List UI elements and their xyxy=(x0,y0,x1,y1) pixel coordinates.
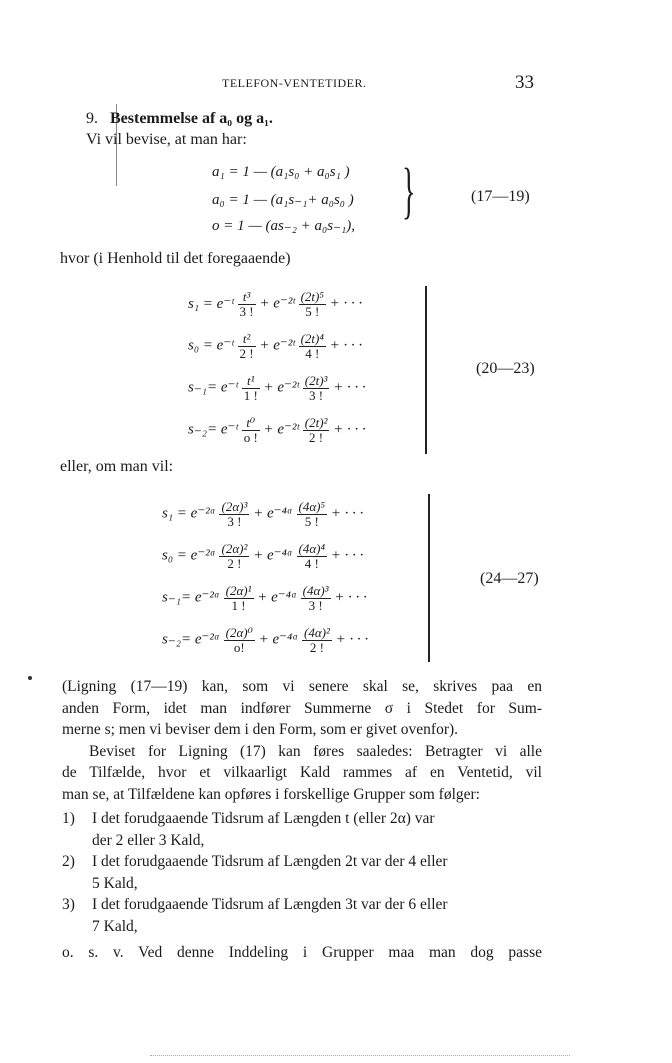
bottom-rule xyxy=(150,1055,570,1056)
equation-number-17-19: (17—19) xyxy=(471,188,530,205)
eq22-frac1: $\frac{\text{t¹}}{1 !}$ xyxy=(243,373,258,403)
list-marker: 1) xyxy=(62,810,75,827)
eq22-mid: + e⁻²ᵗ xyxy=(263,379,299,396)
eq24-frac2: $\frac{\text{(4α)⁵}}{5 !}$ xyxy=(298,499,326,529)
margin-mark xyxy=(28,676,32,680)
eq25-mid: + e⁻⁴ᵅ xyxy=(253,547,293,564)
eq22-frac2: $\frac{\text{(2t)³}}{3 !}$ xyxy=(304,373,328,403)
eq26-lhs: s₋₁= e⁻²ᵅ xyxy=(162,589,220,606)
bracket-20-23 xyxy=(425,286,427,454)
equation-26 xyxy=(162,584,367,612)
eq20-lhs: s₁ = e⁻ᵗ xyxy=(188,295,234,312)
eq23-frac1: $\frac{\text{t⁰}}{o !}$ xyxy=(243,415,258,445)
eq22-lhs: s₋₁= e⁻ᵗ xyxy=(188,379,238,396)
body-line: anden Form, idet man indfører Summerne σ i Stedet for Sum- xyxy=(62,699,542,717)
text-eller: eller, om man vil: xyxy=(60,458,174,475)
list-item xyxy=(62,808,542,851)
intro-line: Vi vil bevise, at man har: xyxy=(86,131,247,148)
eq20-frac2: $\frac{\text{(2t)⁵}}{5 !}$ xyxy=(300,289,324,319)
brace-17-19: } xyxy=(402,157,416,225)
bracket-24-27 xyxy=(428,494,430,662)
eq22-tail: + · · · xyxy=(333,379,366,396)
list-marker: 3) xyxy=(62,896,75,913)
equation-17: a₁ = 1 — (a₁s₀ + a₀s₁ ) xyxy=(212,164,350,180)
eq26-frac2: $\frac{\text{(4α)³}}{3 !}$ xyxy=(302,583,329,613)
eq21-lhs: s₀ = e⁻ᵗ xyxy=(188,337,234,354)
eq23-lhs: s₋₂= e⁻ᵗ xyxy=(188,421,238,438)
paragraph-1 xyxy=(62,676,542,805)
equation-24 xyxy=(162,500,363,528)
equation-19: o = 1 — (as₋₂ + a₀s₋₁), xyxy=(212,218,355,234)
eq24-mid: + e⁻⁴ᵅ xyxy=(253,505,293,522)
list-line2: 5 Kald, xyxy=(92,874,138,892)
eq26-frac1: $\frac{\text{(2α)¹}}{1 !}$ xyxy=(225,583,252,613)
list-line1: I det forudgaaende Tidsrum af Længden 3t var der 6 eller xyxy=(92,896,448,913)
body-line: Beviset for Ligning (17) kan føres saaledes: Betragter vi alle xyxy=(89,742,542,760)
list-line2: der 2 eller 3 Kald, xyxy=(92,831,205,849)
section-heading xyxy=(86,110,273,128)
list-line2: 7 Kald, xyxy=(92,917,138,935)
body-line: de Tilfælde, hvor et vilkaarligt Kald rammes af en Ventetid, vil xyxy=(62,764,542,781)
eq21-frac2: $\frac{\text{(2t)⁴}}{4 !}$ xyxy=(300,331,324,361)
eq21-tail: + · · · xyxy=(329,337,363,354)
eq26-tail: + · · · xyxy=(334,589,367,606)
list-line1: I det forudgaaende Tidsrum af Længden 2t var der 4 eller xyxy=(92,853,448,870)
equation-number-20-23: (20—23) xyxy=(476,360,535,377)
eq25-lhs: s₀ = e⁻²ᵅ xyxy=(162,547,216,564)
page-number: 33 xyxy=(515,72,534,93)
section-title: Bestemmelse af a₀ og a₁. xyxy=(110,110,273,127)
eq20-frac1: $\frac{\text{t³}}{3 !}$ xyxy=(239,289,254,319)
equation-number-24-27: (24—27) xyxy=(480,570,539,587)
body-line: merne s; men vi beviser dem i den Form, som er givet ovenfor). xyxy=(62,721,459,738)
eq24-tail: + · · · xyxy=(330,505,364,522)
eq20-tail: + · · · xyxy=(329,295,363,312)
list-item xyxy=(62,851,542,894)
eq21-frac1: $\frac{\text{t²}}{2 !}$ xyxy=(239,331,254,361)
eq24-lhs: s₁ = e⁻²ᵅ xyxy=(162,505,216,522)
body-line: (Ligning (17—19) kan, som vi senere skal se, skrives paa en xyxy=(62,678,542,695)
eq27-lhs: s₋₂= e⁻²ᵅ xyxy=(162,631,220,648)
list-line1: I det forudgaaende Tidsrum af Længden t (eller 2α) var xyxy=(92,810,435,827)
list-marker: 2) xyxy=(62,853,75,870)
eq27-frac2: $\frac{\text{(4α)²}}{2 !}$ xyxy=(303,625,330,655)
eq27-tail: + · · · xyxy=(335,631,369,648)
eq23-mid: + e⁻²ᵗ xyxy=(263,421,299,438)
eq25-frac1: $\frac{\text{(2α)²}}{2 !}$ xyxy=(221,541,248,571)
equation-22 xyxy=(188,374,366,402)
eq21-mid: + e⁻²ᵗ xyxy=(259,337,295,354)
eq27-frac1: $\frac{\text{(2α)⁰}}{o!}$ xyxy=(225,625,253,655)
final-line: o. s. v. Ved denne Inddeling i Grupper maa man dog passe xyxy=(62,944,542,961)
body-line: man se, at Tilfældene kan opføres i forskellige Grupper som følger: xyxy=(62,785,480,803)
list-item xyxy=(62,894,542,937)
equation-20 xyxy=(188,290,362,318)
equation-27 xyxy=(162,626,368,654)
eq25-tail: + · · · xyxy=(330,547,364,564)
eq27-mid: + e⁻⁴ᵅ xyxy=(258,631,299,648)
eq23-frac2: $\frac{\text{(2t)²}}{2 !}$ xyxy=(304,415,328,445)
eq20-mid: + e⁻²ᵗ xyxy=(259,295,295,312)
equation-25 xyxy=(162,542,363,570)
equation-23 xyxy=(188,416,366,444)
eq23-tail: + · · · xyxy=(333,421,366,438)
equation-21 xyxy=(188,332,362,360)
eq25-frac2: $\frac{\text{(4α)⁴}}{4 !}$ xyxy=(298,541,326,571)
eq24-frac1: $\frac{\text{(2α)³}}{3 !}$ xyxy=(221,499,248,529)
eq26-mid: + e⁻⁴ᵅ xyxy=(257,589,297,606)
equation-18: a₀ = 1 — (a₁s₋₁+ a₀s₀ ) xyxy=(212,192,354,208)
text-hvor: hvor (i Henhold til det foregaaende) xyxy=(60,250,291,267)
section-number: 9. xyxy=(86,110,98,127)
running-title: TELEFON-VENTETIDER. xyxy=(222,76,367,90)
